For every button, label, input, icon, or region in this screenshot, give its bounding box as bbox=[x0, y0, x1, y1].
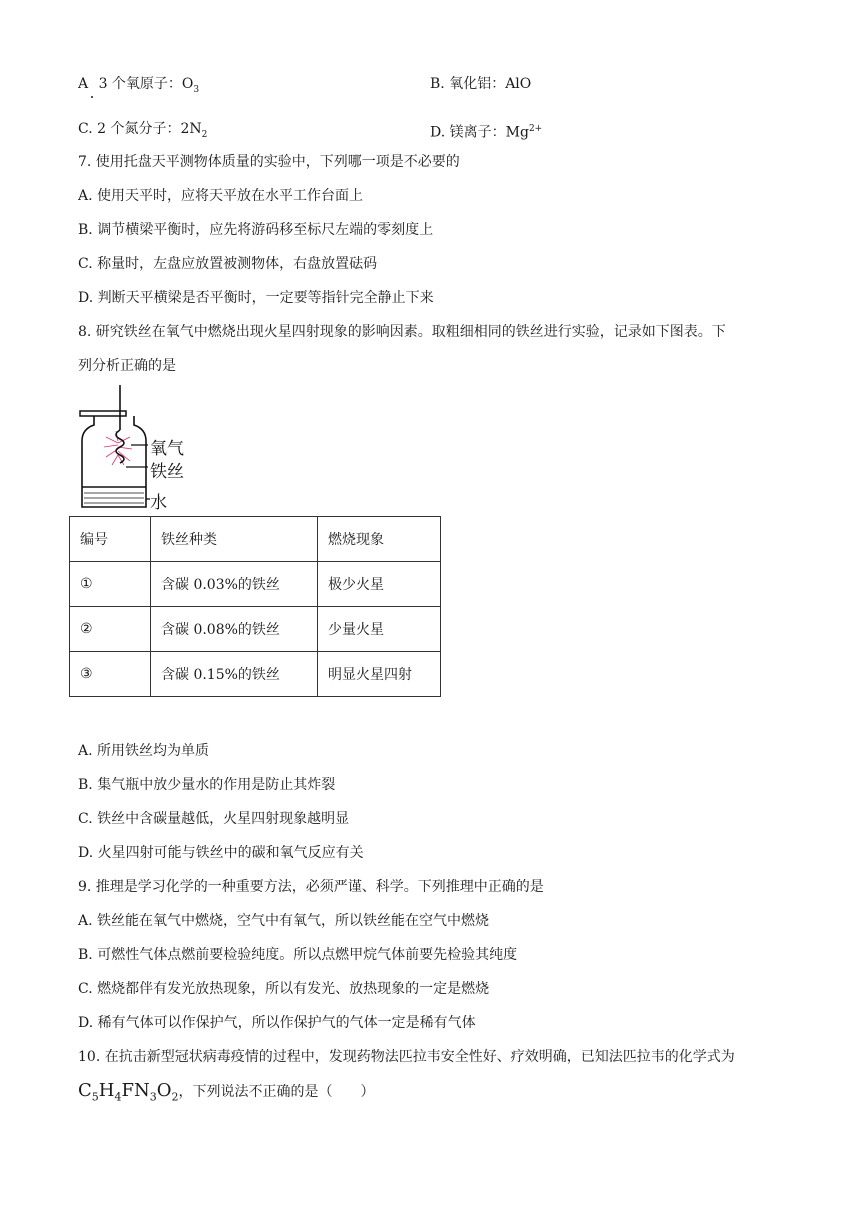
table-cell: 少量火星 bbox=[318, 607, 441, 652]
q6-option-d-text: D. 镁离子：Mg bbox=[430, 124, 529, 141]
table-cell: 含碳 0.03%的铁丝 bbox=[151, 562, 318, 607]
q7-stem: 7. 使用托盘天平测物体质量的实验中，下列哪一项是不必要的 bbox=[78, 154, 460, 170]
table-header-cell: 燃烧现象 bbox=[318, 517, 441, 562]
table-cell: 含碳 0.15%的铁丝 bbox=[151, 652, 318, 697]
q6-option-a-letter: A bbox=[78, 76, 89, 92]
q7-option-b: B. 调节横梁平衡时，应先将游码移至标尺左端的零刻度上 bbox=[78, 222, 434, 238]
table-row bbox=[70, 652, 441, 697]
q8-option-d: D. 火星四射可能与铁丝中的碳和氧气反应有关 bbox=[78, 845, 364, 861]
q7-option-a: A. 使用天平时，应将天平放在水平工作台面上 bbox=[78, 188, 364, 204]
q9-option-d: D. 稀有气体可以作保护气，所以作保护气的气体一定是稀有气体 bbox=[78, 1015, 476, 1031]
water-label: 水 bbox=[150, 493, 167, 513]
gas-jar-figure bbox=[76, 385, 206, 513]
q10-stem-line1: 10. 在抗击新型冠状病毒疫情的过程中，发现药物法匹拉韦安全性好、疗效明确，已知法匹拉韦的化学式为 bbox=[78, 1049, 735, 1065]
q7-option-d: D. 判断天平横梁是否平衡时，一定要等指针完全静止下来 bbox=[78, 290, 434, 306]
q6-option-b: B. 氧化铝：AlO bbox=[430, 76, 532, 92]
q9-option-b: B. 可燃性气体点燃前要检验纯度。所以点燃甲烷气体前要先检验其纯度 bbox=[78, 947, 518, 963]
q6-option-a-text: 3 个氧原子：O bbox=[98, 76, 194, 92]
table-row bbox=[70, 562, 441, 607]
gas-jar-diagram bbox=[76, 385, 206, 510]
q10-stem-tail: ，下列说法不正确的是（ ） bbox=[178, 1084, 375, 1100]
q6-option-c bbox=[78, 119, 207, 145]
q10-stem-line2 bbox=[78, 1081, 375, 1108]
oxygen-label: 氧气 bbox=[150, 439, 184, 459]
q8-option-c: C. 铁丝中含碳量越低，火星四射现象越明显 bbox=[78, 811, 350, 827]
chemical-formula: $C_5H_4FN_3O_2$ bbox=[78, 1080, 179, 1104]
q7-option-c: C. 称量时，左盘应放置被测物体，右盘放置砝码 bbox=[78, 256, 378, 272]
q6-option-d-sup: 2+ bbox=[528, 124, 543, 134]
q8-stem-line1: 8. 研究铁丝在氧气中燃烧出现火星四射现象的影响因素。取粗细相同的铁丝进行实验，记录如下图表。下 bbox=[78, 324, 726, 340]
table-cell: 含碳 0.08%的铁丝 bbox=[151, 607, 318, 652]
table-row bbox=[70, 607, 441, 652]
table-cell: 明显火星四射 bbox=[318, 652, 441, 697]
q8-stem-line2: 列分析正确的是 bbox=[78, 358, 176, 374]
q8-option-a: A. 所用铁丝均为单质 bbox=[78, 743, 210, 759]
table-cell: ② bbox=[70, 607, 151, 652]
q6-option-a bbox=[78, 74, 199, 100]
q6-option-c-text: C. 2 个氮分子：2N bbox=[78, 121, 202, 137]
table-cell: 极少火星 bbox=[318, 562, 441, 607]
iron-wire-label: 铁丝 bbox=[150, 462, 184, 482]
q6-option-c-sub: 2 bbox=[201, 129, 208, 140]
q9-option-a: A. 铁丝能在氧气中燃烧，空气中有氧气，所以铁丝能在空气中燃烧 bbox=[78, 913, 490, 929]
q9-option-c: C. 燃烧都伴有发光放热现象，所以有发光、放热现象的一定是燃烧 bbox=[78, 981, 490, 997]
table-header-cell: 铁丝种类 bbox=[151, 517, 318, 562]
table-header-cell: 编号 bbox=[70, 517, 151, 562]
q8-option-b: B. 集气瓶中放少量水的作用是防止其炸裂 bbox=[78, 777, 336, 793]
table-cell: ③ bbox=[70, 652, 151, 697]
emphasis-dot bbox=[91, 96, 93, 98]
experiment-table bbox=[69, 516, 441, 697]
q6-option-d bbox=[430, 119, 542, 143]
q6-option-a-sub: 3 bbox=[193, 84, 200, 95]
q9-stem: 9. 推理是学习化学的一种重要方法，必须严谨、科学。下列推理中正确的是 bbox=[78, 879, 544, 895]
table-header-row bbox=[70, 517, 441, 562]
table-cell: ① bbox=[70, 562, 151, 607]
